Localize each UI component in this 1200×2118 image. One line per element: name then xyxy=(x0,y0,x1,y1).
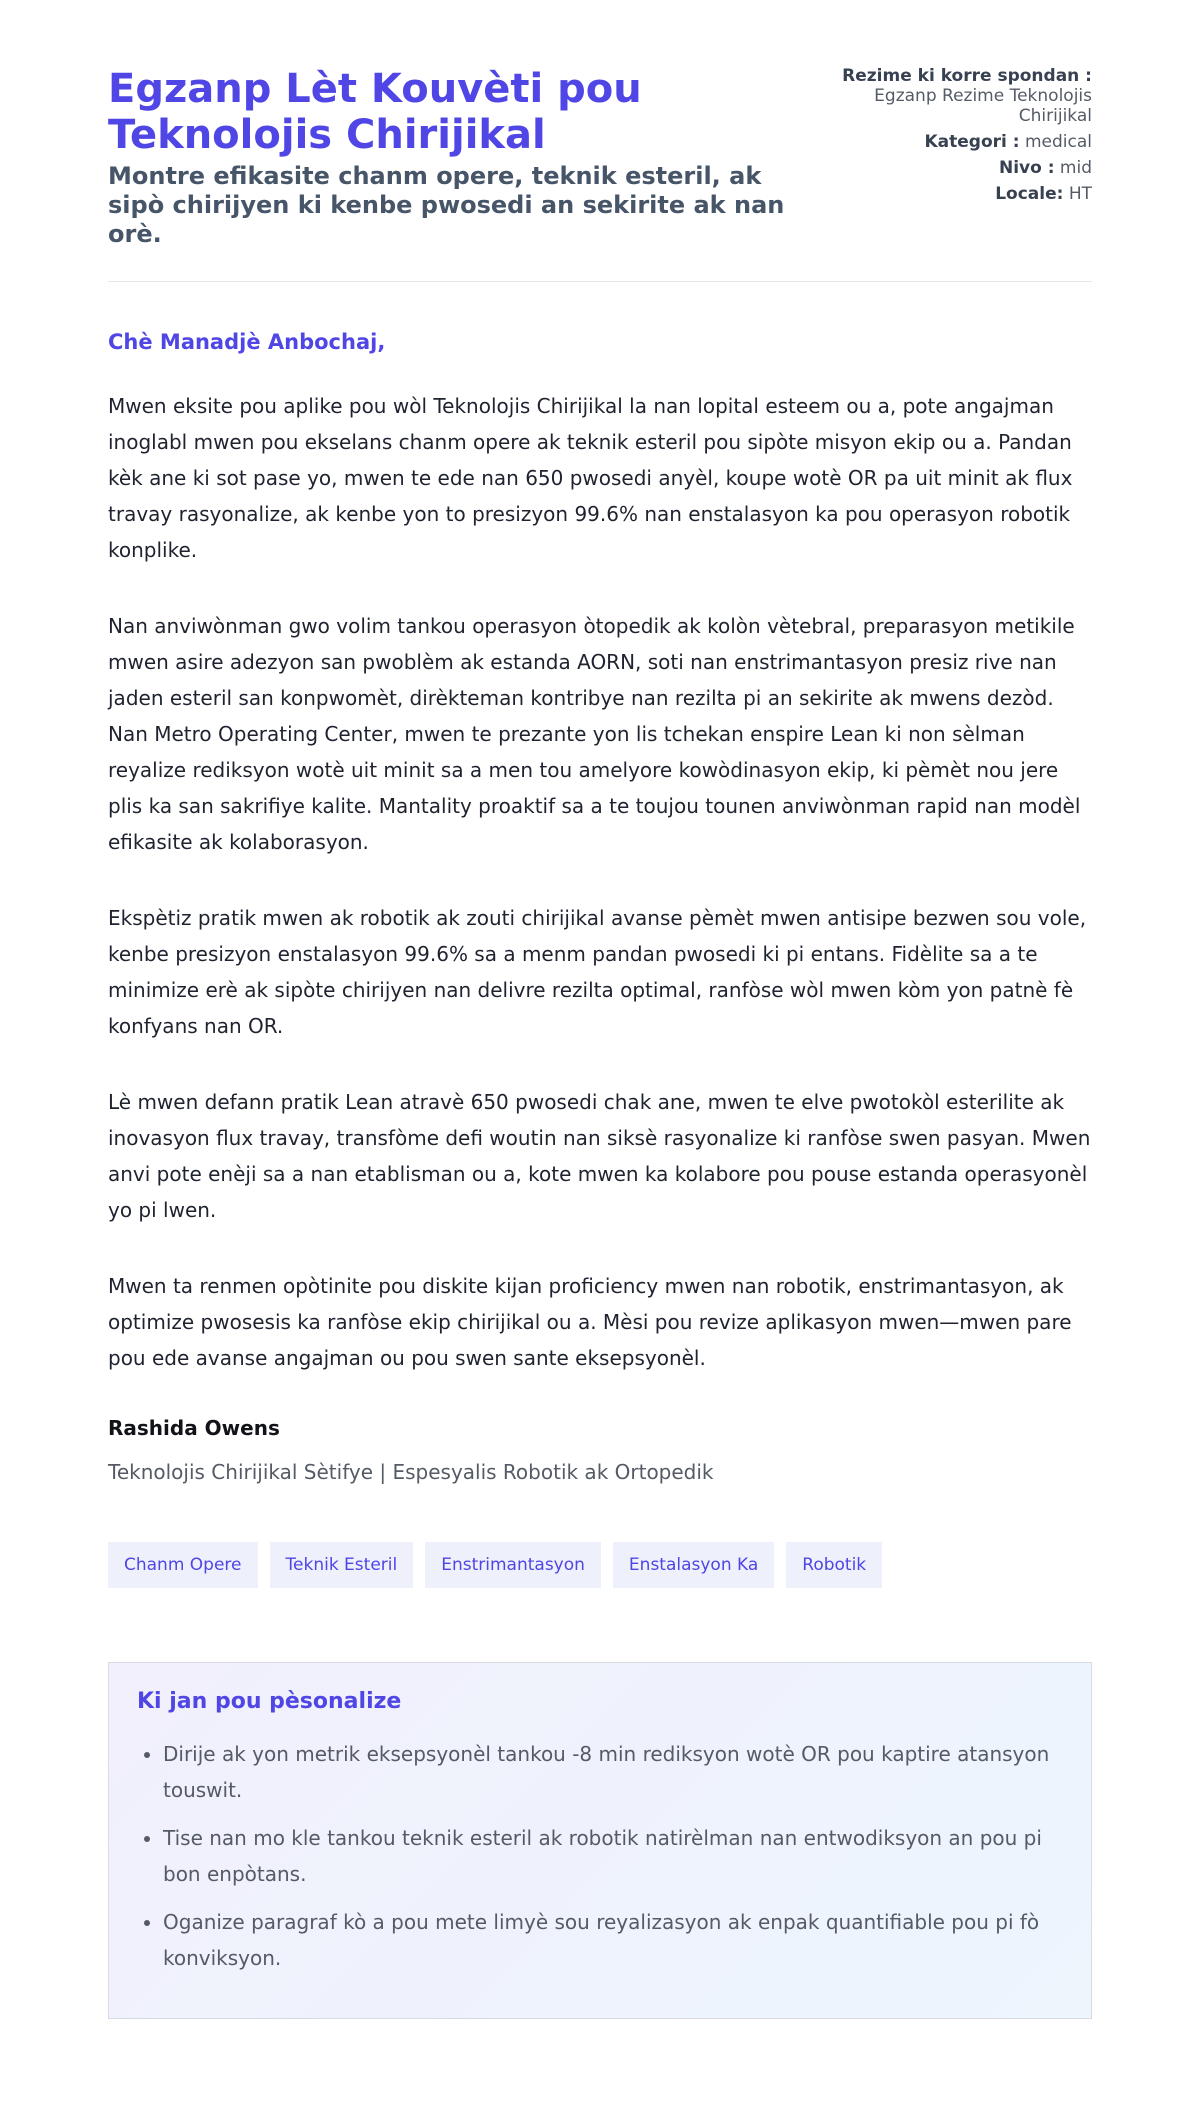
page-subtitle: Montre efikasite chanm opere, teknik esteril, ak sipò chirijyen ki kenbe pwosedi an sekirite ak nan orè. xyxy=(108,162,785,248)
skill-tag: Enstalasyon Ka xyxy=(613,1542,774,1588)
signature-block xyxy=(108,1416,1092,1484)
meta-category-label: Kategori : xyxy=(924,132,1020,152)
meta-level-label: Nivo : xyxy=(998,158,1055,178)
letter-paragraph: Mwen eksite pou aplike pou wòl Teknolojis Chirijikal la nan lopital esteem ou a, pote angajman inoglabl mwen pou ekselans chanm opere ak teknik esteril pou sipòte misyon ekip ou a. Pandan kèk ane ki sot pase yo, mwen te ede nan 650 pwosedi anyèl, koupe wotè OR pa uit minit ak flux travay rasyonalize, ak kenbe yon to presizyon 99.6% nan enstalasyon ka pou operasyon robotik konplike. xyxy=(108,394,1073,562)
tips-list xyxy=(137,1736,1063,1976)
skill-tags xyxy=(108,1542,1092,1588)
meta-category xyxy=(803,132,1092,152)
letter-paragraph: Mwen ta renmen opòtinite pou diskite kijan proficiency mwen nan robotik, enstrimantasyon, ak optimize pwosesis ka ranfòse ekip chirijikal ou a. Mèsi pou revize aplikasyon mwen—mwen pare pou ede avanse angajman ou pou swen sante eksepsyonèl. xyxy=(108,1274,1072,1370)
meta-locale-value: HT xyxy=(1068,184,1092,204)
letter-paragraph: Nan anviwònman gwo volim tankou operasyon òtopedik ak kolòn vètebral, preparasyon metikile mwen asire adezyon san pwoblèm ak estanda AORN, soti nan enstrimantasyon presiz rive nan jaden esteril san konpwomèt, dirèkteman kontribye nan rezilta pi an sekirite ak mwens dezòd. Nan Metro Operating Center, mwen te prezante yon lis tchekan enspire Lean ki non sèlman reyalize rediksyon wotè uit minit sa a men tou amelyore kowòdinasyon ekip, ki pèmèt nou jere plis ka san sakrifiye kalite. Mantality proaktif sa a te toujou tounen anviwònman rapid nan modèl efikasite ak kolaborasyon. xyxy=(108,614,1081,854)
header-divider xyxy=(108,281,1092,282)
tip-item: • Tise nan mo kle tankou teknik esteril ak robotik natirèlman nan entwodiksyon an pou pi bon enpòtans. xyxy=(163,1820,1063,1892)
meta-summary xyxy=(803,66,1092,126)
meta-level-value: mid xyxy=(1059,158,1092,178)
signature-title: Teknolojis Chirijikal Sètifye | Espesyalis Robotik ak Ortopedik xyxy=(108,1460,714,1484)
letter-paragraph: Lè mwen defann pratik Lean atravè 650 pwosedi chak ane, mwen te elve pwotokòl esterilite ak inovasyon flux travay, transfòme defi woutin nan siksè rasyonalize ki ranfòse swen pasyan. Mwen anvi pote enèji sa a nan etablisman ou a, kote mwen ka kolabore pou pouse estanda operasyonèl yo pi lwen. xyxy=(108,1090,1091,1222)
meta-summary-value: Egzanp Rezime Teknolojis Chirijikal xyxy=(874,86,1092,126)
meta-panel xyxy=(803,66,1092,210)
skill-tag: Chanm Opere xyxy=(108,1542,258,1588)
signature-name: Rashida Owens xyxy=(108,1416,280,1440)
skill-tag: Teknik Esteril xyxy=(270,1542,414,1588)
page-title: Egzanp Lèt Kouvèti pou Teknolojis Chirijikal xyxy=(108,66,642,158)
meta-category-value: medical xyxy=(1024,132,1092,152)
meta-locale-label: Locale: xyxy=(995,184,1064,204)
meta-locale xyxy=(803,184,1092,204)
customization-tips-box xyxy=(108,1662,1092,2019)
tip-item: • Dirije ak yon metrik eksepsyonèl tankou -8 min rediksyon wotè OR pou kaptire atansyon touswit. xyxy=(163,1736,1063,1808)
skill-tag: Robotik xyxy=(786,1542,882,1588)
meta-summary-label: Rezime ki korre spondan : xyxy=(842,66,1092,86)
meta-level xyxy=(803,158,1092,178)
letter-greeting: Chè Manadjè Anbochaj, xyxy=(108,330,386,354)
skill-tag: Enstrimantasyon xyxy=(425,1542,601,1588)
letter-paragraph: Ekspètiz pratik mwen ak robotik ak zouti chirijikal avanse pèmèt mwen antisipe bezwen sou vole, kenbe presizyon enstalasyon 99.6% sa a menm pandan pwosedi ki pi entans. Fidèlite sa a te minimize erè ak sipòte chirijyen nan delivre rezilta optimal, ranfòse wòl mwen kòm yon patnè fè konfyans nan OR. xyxy=(108,906,1087,1038)
letter-body xyxy=(108,388,1092,1376)
tip-item: • Oganize paragraf kò a pou mete limyè sou reyalizasyon ak enpak quantifiable pou pi fò konviksyon. xyxy=(163,1904,1063,1976)
page-header xyxy=(108,66,1092,249)
title-block xyxy=(108,66,803,249)
tips-title: Ki jan pou pèsonalize xyxy=(137,1689,402,1714)
